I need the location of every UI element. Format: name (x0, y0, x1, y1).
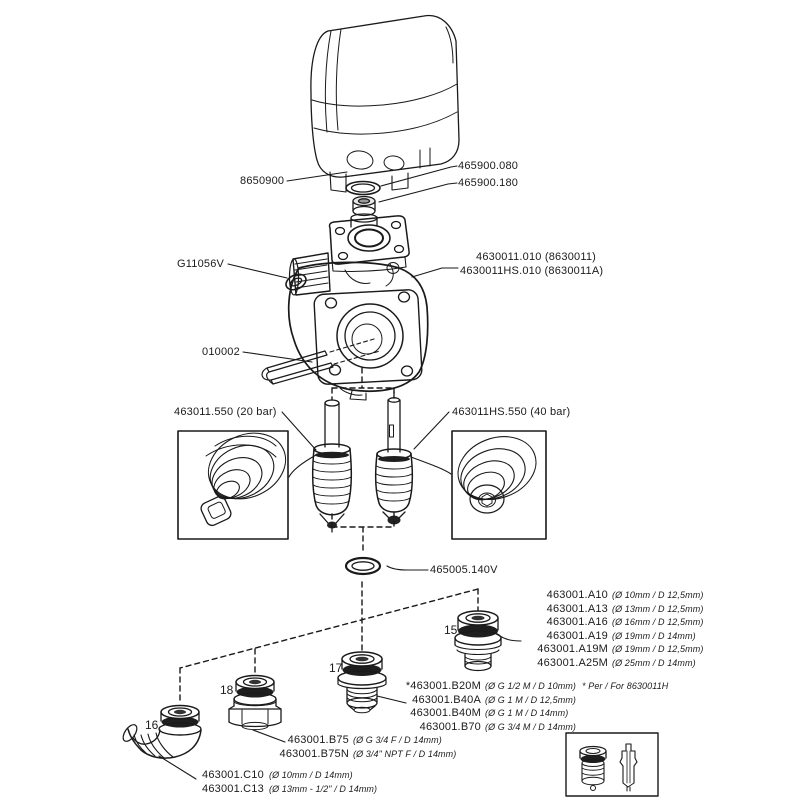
part-row (498, 630, 703, 644)
mini-parts-box (566, 733, 658, 796)
part-code: 463001.C13 (202, 782, 264, 795)
b75-series-list (268, 734, 456, 761)
part-code: 463001.A13 (546, 602, 608, 615)
part-row (498, 603, 703, 617)
part-spec: (Ø 13mm / D 12,5mm) (612, 603, 704, 614)
part-code: *463001.B20M (405, 680, 481, 692)
part-note: * Per / For 8630011H (582, 681, 669, 691)
part-code: 463001.B40M (410, 707, 481, 720)
c-series-list (202, 769, 377, 796)
part-spec: (Ø 19mm / D 14mm) (612, 630, 696, 641)
part-code: 463001.B75 (287, 734, 349, 746)
part-row (498, 616, 703, 630)
part-row (385, 694, 668, 708)
part-spec: (Ø G 1/2 M / D 10mm) (485, 681, 577, 691)
item-number-17: 17 (329, 661, 343, 675)
spindle-40bar-drawing (376, 392, 413, 525)
fitting-17-drawing (338, 652, 386, 713)
part-code: 463001.B40A (412, 693, 481, 706)
part-code: 463001.B70 (419, 720, 481, 733)
part-row (385, 721, 668, 735)
part-spec: (Ø G 3/4 M / D 14mm) (485, 721, 577, 732)
callout-u-pin: 010002 (202, 346, 240, 358)
part-row (498, 589, 703, 603)
part-code: 463001.A19M (537, 643, 608, 656)
part-code: 463001.C10 (202, 769, 264, 781)
item-number-18: 18 (220, 683, 234, 697)
valve-body-drawing (289, 214, 428, 400)
callout-oring-large: 465005.140V (430, 564, 498, 576)
fitting-18-drawing (229, 676, 281, 730)
part-row (498, 657, 703, 671)
part-spec: (Ø 16mm / D 12,5mm) (612, 617, 704, 628)
part-code: 463001.A25M (537, 656, 608, 669)
part-spec: (Ø 10mm / D 14mm) (269, 770, 353, 780)
part-spec: (Ø 10mm / D 12,5mm) (612, 590, 704, 600)
inset-box-right (449, 426, 546, 539)
fitting-15-drawing (455, 611, 501, 671)
actuator-drawing (311, 16, 459, 192)
callout-body-line2: 4630011HS.010 (8630011A) (460, 265, 604, 277)
part-code: 463001.A16 (546, 616, 608, 629)
callout-oring-small: G11056V (177, 258, 225, 270)
part-row (498, 643, 703, 657)
part-code: 463001.A19 (546, 629, 608, 642)
callout-spindle-40bar: 463011HS.550 (40 bar) (452, 406, 571, 418)
item-number-16: 16 (145, 718, 159, 732)
item-number-15: 15 (444, 623, 458, 637)
callout-spindle-20bar: 463011.550 (20 bar) (174, 406, 277, 418)
part-row (202, 769, 377, 783)
a-series-list (498, 589, 703, 671)
part-code: 463001.B75N (279, 747, 349, 760)
part-spec: (Ø G 3/4 F / D 14mm) (353, 735, 442, 745)
part-row (385, 680, 668, 694)
b-series-list (385, 680, 668, 734)
part-spec: (Ø 25mm / D 14mm) (612, 657, 696, 668)
part-row (385, 707, 668, 721)
part-row (268, 748, 456, 762)
fitting-16-drawing (120, 706, 201, 759)
bushing-drawing (353, 197, 375, 216)
inset-box-left (178, 421, 296, 539)
washer-drawing (346, 182, 380, 195)
part-spec: (Ø 13mm - 1/2" / D 14mm) (269, 783, 378, 794)
part-spec: (Ø G 1 M / D 14mm) (485, 708, 569, 719)
spindle-20bar-drawing (313, 400, 352, 532)
part-spec: (Ø 3/4" NPT F / D 14mm) (353, 748, 457, 759)
callout-body-line1: 4630011.010 (8630011) (476, 251, 597, 263)
part-spec: (Ø G 1 M / D 12,5mm) (485, 694, 577, 705)
part-row (202, 783, 377, 797)
large-oring-drawing (346, 558, 380, 574)
part-row (268, 734, 456, 748)
callout-bushing: 465900.180 (458, 177, 519, 189)
callout-washer: 465900.080 (458, 160, 519, 172)
part-spec: (Ø 19mm / D 12,5mm) (612, 644, 704, 655)
callout-clip: 8650900 (240, 175, 285, 187)
part-code: 463001.A10 (546, 589, 608, 601)
